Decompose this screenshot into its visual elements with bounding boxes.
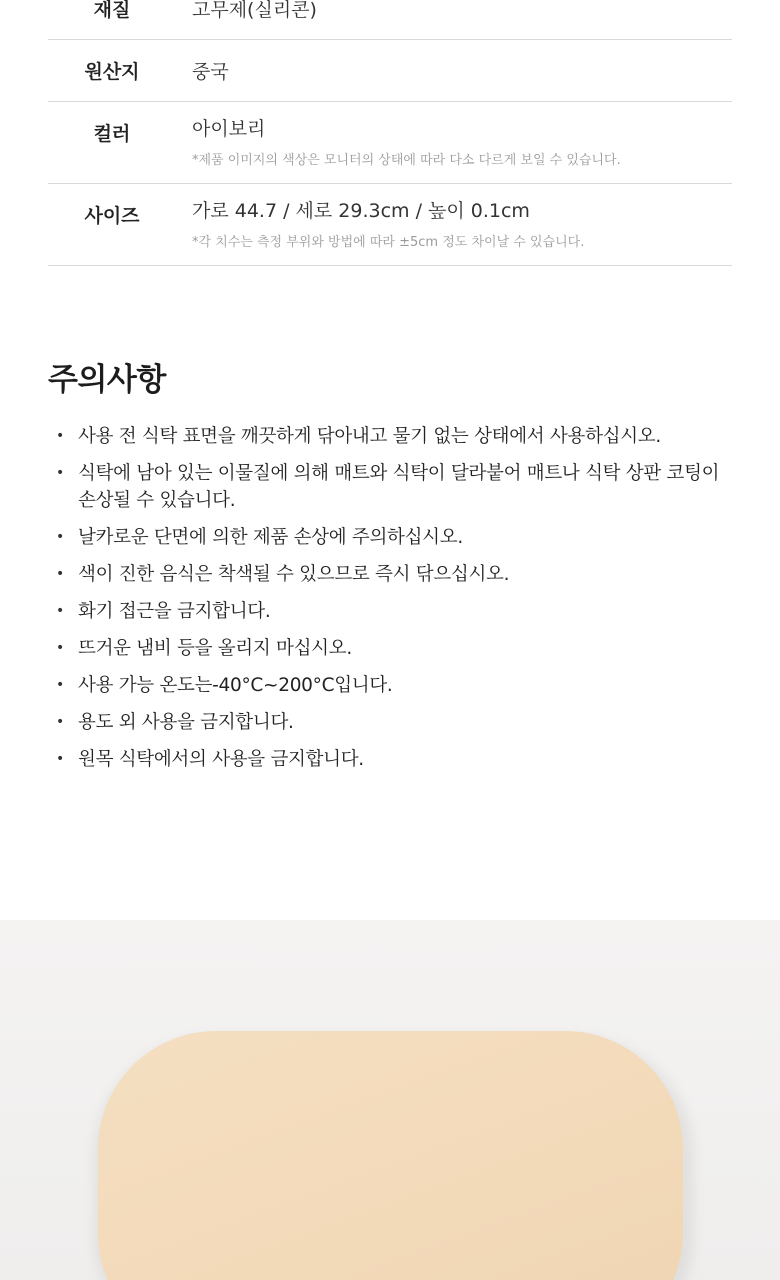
caution-item (56, 561, 736, 588)
spec-row-color (48, 102, 732, 184)
caution-text: 색이 진한 음식은 착색될 수 있으므로 즉시 닦으십시오. (78, 564, 510, 585)
bullet-icon: • (56, 529, 64, 545)
bullet-icon: • (56, 603, 64, 619)
caution-text: 용도 외 사용을 금지합니다. (78, 712, 294, 733)
spec-row-origin (48, 40, 732, 102)
bullet-icon: • (56, 465, 64, 481)
caution-text: 날카로운 단면에 의한 제품 손상에 주의하십시오. (78, 527, 463, 548)
caution-text: 원목 식탁에서의 사용을 금지합니다. (78, 749, 364, 770)
caution-item (56, 423, 736, 450)
caution-title: 주의사항 (48, 362, 166, 398)
caution-list (56, 423, 736, 783)
caution-text: 식탁에 남아 있는 이물질에 의해 매트와 식탁이 달라붙어 매트나 식탁 상판 코팅이 손상될 수 있습니다. (78, 463, 720, 511)
caution-text: 사용 전 식탁 표면을 깨끗하게 닦아내고 물기 없는 상태에서 사용하십시오. (78, 426, 661, 447)
caution-text: 뜨거운 냄비 등을 올리지 마십시오. (78, 638, 352, 659)
caution-text: 사용 가능 온도는-40°C~200°C입니다. (78, 675, 393, 696)
spec-value-color: 아이보리 (192, 118, 266, 140)
caution-item (56, 598, 736, 625)
product-photo (0, 920, 780, 1280)
spec-value-origin: 중국 (192, 61, 229, 83)
caution-item (56, 635, 736, 662)
bullet-icon: • (56, 566, 64, 582)
bullet-icon: • (56, 677, 64, 693)
spec-table (48, 0, 732, 266)
spec-note-size: *각 치수는 측정 부위와 방법에 따라 ±5cm 정도 차이날 수 있습니다. (192, 235, 585, 250)
caution-text: 화기 접근을 금지합니다. (78, 601, 271, 622)
spec-value-size: 가로 44.7 / 세로 29.3cm / 높이 0.1cm (192, 200, 530, 222)
spec-label-size: 사이즈 (84, 205, 140, 227)
spec-label-material: 재질 (93, 0, 131, 21)
spec-value-material: 고무제(실리콘) (192, 0, 317, 21)
caution-item (56, 460, 736, 514)
silicone-mat (98, 1031, 683, 1280)
spec-label-origin: 원산지 (84, 61, 140, 83)
spec-row-size (48, 184, 732, 266)
bullet-icon: • (56, 714, 64, 730)
bullet-icon: • (56, 751, 64, 767)
spec-note-color: *제품 이미지의 색상은 모니터의 상태에 따라 다소 다르게 보일 수 있습니다. (192, 153, 621, 168)
spec-label-color: 컬러 (93, 123, 131, 145)
caution-item (56, 746, 736, 773)
caution-item (56, 672, 736, 699)
spec-row-material (48, 0, 732, 40)
bullet-icon: • (56, 640, 64, 656)
caution-item (56, 524, 736, 551)
bullet-icon: • (56, 428, 64, 444)
caution-item (56, 709, 736, 736)
